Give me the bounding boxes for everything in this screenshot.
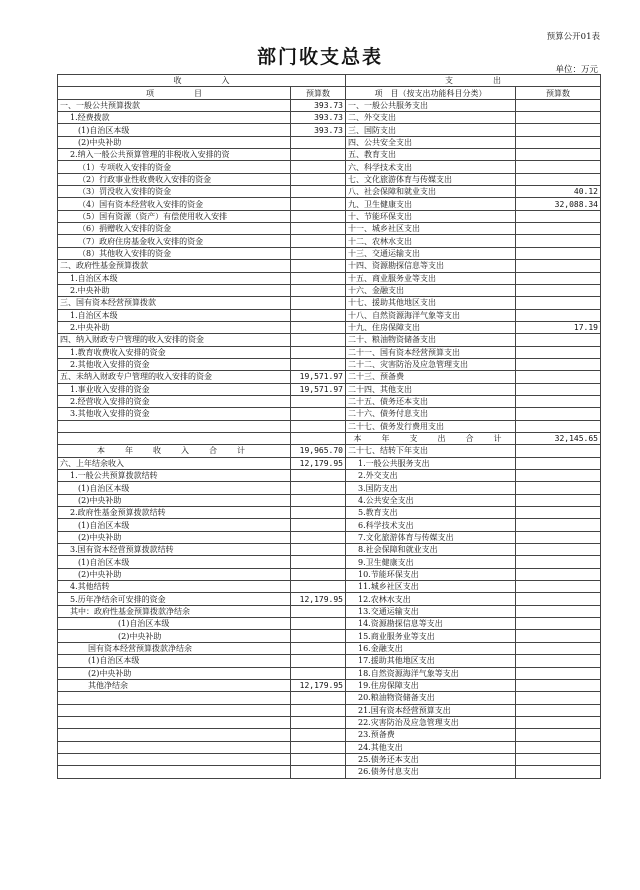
expense-item-cell: 二十六、债务付息支出 — [346, 408, 516, 420]
expense-item-cell: 1.一般公共服务支出 — [346, 457, 516, 469]
income-item-cell — [58, 716, 291, 728]
table-row — [58, 470, 601, 482]
table-row — [58, 679, 601, 691]
table-row — [58, 494, 601, 506]
income-amount-cell — [291, 210, 346, 222]
expense-item-cell: 七、文化旅游体育与传媒支出 — [346, 173, 516, 185]
table-row — [58, 112, 601, 124]
income-item-cell: 2.经营收入安排的资金 — [58, 395, 291, 407]
expense-amount-cell — [516, 173, 601, 185]
table-row — [58, 568, 601, 580]
income-item-cell — [58, 432, 291, 444]
income-item-cell: (2)中央补助 — [58, 568, 291, 580]
income-amount-cell — [291, 321, 346, 333]
income-item-cell: 1.教育收费收入安排的资金 — [58, 346, 291, 358]
expense-amount-cell — [516, 420, 601, 432]
expense-amount-cell — [516, 149, 601, 161]
income-item-cell: （3）罚没收入安排的资金 — [58, 186, 291, 198]
income-item-cell: (1)自治区本级 — [58, 124, 291, 136]
expense-item-cell: 15.商业服务业等支出 — [346, 630, 516, 642]
expense-item-cell: 六、科学技术支出 — [346, 161, 516, 173]
expense-amount-cell — [516, 223, 601, 235]
expense-amount-cell — [516, 655, 601, 667]
page-title: 部门收支总表 — [256, 46, 383, 68]
income-item-cell: 1.自治区本级 — [58, 272, 291, 284]
income-amount-cell — [291, 161, 346, 173]
table-row — [58, 371, 601, 383]
expense-item-cell: 24.其他支出 — [346, 741, 516, 753]
income-amount-cell — [291, 235, 346, 247]
income-amount-cell — [291, 482, 346, 494]
income-amount-cell: 393.73 — [291, 112, 346, 124]
table-row — [58, 716, 601, 728]
table-row — [58, 642, 601, 654]
table-row — [58, 753, 601, 765]
expense-item-cell: 11.城乡社区支出 — [346, 581, 516, 593]
table-row — [58, 630, 601, 642]
income-amount-cell: 12,179.95 — [291, 679, 346, 691]
expense-amount-cell — [516, 99, 601, 111]
expense-amount-cell — [516, 630, 601, 642]
expense-amount-cell — [516, 716, 601, 728]
expense-item-cell: 十三、交通运输支出 — [346, 247, 516, 259]
income-item-cell: (2)中央补助 — [58, 630, 291, 642]
table-row — [58, 408, 601, 420]
income-item-cell: （6）捐赠收入安排的资金 — [58, 223, 291, 235]
expense-item-cell: 2.外交支出 — [346, 470, 516, 482]
expense-item-cell: 二十七、债务发行费用支出 — [346, 420, 516, 432]
expense-item-cell: 25.债务还本支出 — [346, 753, 516, 765]
expense-amount-cell — [516, 741, 601, 753]
expense-item-cell: 12.农林水支出 — [346, 593, 516, 605]
table-row — [58, 223, 601, 235]
expense-item-header: 项 目（按支出功能科目分类） — [346, 87, 516, 99]
income-amount-cell — [291, 247, 346, 259]
income-amount-cell — [291, 284, 346, 296]
income-item-cell: 本 年 收 入 合 计 — [58, 445, 291, 457]
income-item-cell: （1）专项收入安排的资金 — [58, 161, 291, 173]
income-amount-cell — [291, 704, 346, 716]
income-amount-cell — [291, 507, 346, 519]
expense-item-cell: 19.住房保障支出 — [346, 679, 516, 691]
expense-amount-cell — [516, 408, 601, 420]
table-row — [58, 124, 601, 136]
income-item-cell: 2.中央补助 — [58, 321, 291, 333]
income-item-cell: (1)自治区本级 — [58, 618, 291, 630]
income-amount-cell — [291, 642, 346, 654]
income-amount-cell — [291, 470, 346, 482]
expense-item-cell: 本 年 支 出 合 计 — [346, 432, 516, 444]
income-item-cell: 4.其他结转 — [58, 581, 291, 593]
expense-item-cell: 十、节能环保支出 — [346, 210, 516, 222]
expense-amount-cell: 40.12 — [516, 186, 601, 198]
income-item-cell: (1)自治区本级 — [58, 519, 291, 531]
table-row — [58, 482, 601, 494]
income-amount-cell — [291, 346, 346, 358]
expense-amount-cell — [516, 642, 601, 654]
income-item-cell: (1)自治区本级 — [58, 655, 291, 667]
income-item-cell — [58, 692, 291, 704]
table-row — [58, 667, 601, 679]
table-row — [58, 544, 601, 556]
income-amount-cell — [291, 334, 346, 346]
expense-item-cell: 九、卫生健康支出 — [346, 198, 516, 210]
income-amount-cell — [291, 358, 346, 370]
table-row — [58, 210, 601, 222]
income-item-cell: 五、未纳入财政专户管理的收入安排的资金 — [58, 371, 291, 383]
table-row — [58, 618, 601, 630]
income-item-cell: 六、上年结余收入 — [58, 457, 291, 469]
table-row — [58, 161, 601, 173]
expense-amount-cell — [516, 605, 601, 617]
table-row — [58, 507, 601, 519]
table-row — [58, 186, 601, 198]
expense-item-cell: 二十二、灾害防治及应急管理支出 — [346, 358, 516, 370]
expense-item-cell: 二十三、预备费 — [346, 371, 516, 383]
income-amount-cell — [291, 519, 346, 531]
header-row-sub — [58, 87, 601, 99]
table-row — [58, 383, 601, 395]
expense-amount-cell — [516, 457, 601, 469]
income-item-cell: 1.自治区本级 — [58, 309, 291, 321]
table-row — [58, 99, 601, 111]
income-item-cell: 国有资本经营预算拨款净结余 — [58, 642, 291, 654]
table-row — [58, 766, 601, 778]
table-row — [58, 173, 601, 185]
table-row — [58, 247, 601, 259]
unit-label: 单位：万元 — [555, 65, 598, 75]
income-budget-header: 预算数 — [291, 87, 346, 99]
income-amount-cell — [291, 260, 346, 272]
income-amount-cell — [291, 531, 346, 543]
expense-item-cell: 十八、自然资源海洋气象等支出 — [346, 309, 516, 321]
expense-amount-cell — [516, 136, 601, 148]
income-item-cell: （5）国有资源（资产）有偿使用收入安排 — [58, 210, 291, 222]
expense-item-cell: 7.文化旅游体育与传媒支出 — [346, 531, 516, 543]
table-row — [58, 284, 601, 296]
table-code: 预算公开01表 — [546, 32, 600, 42]
table-row — [58, 655, 601, 667]
expense-amount-cell: 17.19 — [516, 321, 601, 333]
expense-amount-cell — [516, 507, 601, 519]
income-amount-cell — [291, 297, 346, 309]
income-amount-cell — [291, 420, 346, 432]
table-row — [58, 581, 601, 593]
income-item-cell: 3.其他收入安排的资金 — [58, 408, 291, 420]
income-item-cell: (2)中央补助 — [58, 667, 291, 679]
income-item-cell: （4）国有资本经营收入安排的资金 — [58, 198, 291, 210]
table-row — [58, 432, 601, 444]
expense-item-cell: 17.援助其他地区支出 — [346, 655, 516, 667]
income-item-cell — [58, 420, 291, 432]
expense-item-cell: 二十一、国有资本经营预算支出 — [346, 346, 516, 358]
table-row — [58, 457, 601, 469]
income-item-cell: （7）政府住房基金收入安排的资金 — [58, 235, 291, 247]
income-amount-cell — [291, 618, 346, 630]
income-amount-cell — [291, 494, 346, 506]
expense-item-cell: 五、教育支出 — [346, 149, 516, 161]
expense-item-cell: 3.国防支出 — [346, 482, 516, 494]
income-item-cell: 一、一般公共预算拨款 — [58, 99, 291, 111]
income-amount-cell — [291, 309, 346, 321]
expense-amount-cell — [516, 544, 601, 556]
income-item-cell: （2）行政事业性收费收入安排的资金 — [58, 173, 291, 185]
expense-amount-cell: 32,088.34 — [516, 198, 601, 210]
expense-item-cell: 二十七、结转下年支出 — [346, 445, 516, 457]
expense-amount-cell — [516, 395, 601, 407]
income-item-cell: 2.中央补助 — [58, 284, 291, 296]
expense-amount-cell — [516, 766, 601, 778]
expense-amount-cell — [516, 667, 601, 679]
expense-amount-cell — [516, 297, 601, 309]
expense-item-cell: 十五、商业服务业等支出 — [346, 272, 516, 284]
income-amount-cell — [291, 581, 346, 593]
income-item-cell — [58, 753, 291, 765]
income-item-cell: 1.一般公共预算拨款结转 — [58, 470, 291, 482]
table-row — [58, 334, 601, 346]
expense-item-cell: 8.社会保障和就业支出 — [346, 544, 516, 556]
expense-amount-cell — [516, 556, 601, 568]
income-item-header: 项 目 — [58, 87, 291, 99]
table-row — [58, 149, 601, 161]
expense-amount-cell — [516, 593, 601, 605]
expense-amount-cell: 32,145.65 — [516, 432, 601, 444]
expense-amount-cell — [516, 692, 601, 704]
income-item-cell: 其中：政府性基金预算拨款净结余 — [58, 605, 291, 617]
income-item-cell: (2)中央补助 — [58, 531, 291, 543]
expense-item-cell: 十六、金融支出 — [346, 284, 516, 296]
income-amount-cell — [291, 766, 346, 778]
expense-amount-cell — [516, 581, 601, 593]
table-row — [58, 346, 601, 358]
expense-item-cell: 9.卫生健康支出 — [346, 556, 516, 568]
expense-item-cell: 一、一般公共服务支出 — [346, 99, 516, 111]
expense-item-cell: 4.公共安全支出 — [346, 494, 516, 506]
income-amount-cell — [291, 667, 346, 679]
income-item-cell: 3.国有资本经营预算拨款结转 — [58, 544, 291, 556]
expense-item-cell: 二十、粮油物资储备支出 — [346, 334, 516, 346]
income-item-cell — [58, 729, 291, 741]
expense-amount-cell — [516, 729, 601, 741]
expense-item-cell: 18.自然资源海洋气象等支出 — [346, 667, 516, 679]
income-item-cell: 2.纳入一般公共预算管理的非税收入安排的资 — [58, 149, 291, 161]
expense-item-cell: 16.金融支出 — [346, 642, 516, 654]
expense-amount-cell — [516, 112, 601, 124]
expense-amount-cell — [516, 358, 601, 370]
table-row — [58, 420, 601, 432]
expense-amount-cell — [516, 124, 601, 136]
income-amount-cell — [291, 630, 346, 642]
income-amount-cell: 19,571.97 — [291, 383, 346, 395]
income-item-cell: 1.经费拨款 — [58, 112, 291, 124]
income-amount-cell: 393.73 — [291, 124, 346, 136]
expense-amount-cell — [516, 346, 601, 358]
expense-amount-cell — [516, 494, 601, 506]
income-amount-cell — [291, 692, 346, 704]
income-item-cell: (2)中央补助 — [58, 136, 291, 148]
expense-item-cell: 20.粮油物资储备支出 — [346, 692, 516, 704]
expense-amount-cell — [516, 272, 601, 284]
expense-item-cell: 23.预备费 — [346, 729, 516, 741]
expense-item-cell: 10.节能环保支出 — [346, 568, 516, 580]
income-item-cell: (2)中央补助 — [58, 494, 291, 506]
expense-header: 支 出 — [346, 75, 601, 87]
income-item-cell: 2.其他收入安排的资金 — [58, 358, 291, 370]
income-item-cell — [58, 741, 291, 753]
table-row — [58, 321, 601, 333]
income-amount-cell — [291, 655, 346, 667]
expense-amount-cell — [516, 235, 601, 247]
expense-item-cell: 十九、住房保障支出 — [346, 321, 516, 333]
income-amount-cell — [291, 568, 346, 580]
expense-item-cell: 十二、农林水支出 — [346, 235, 516, 247]
expense-amount-cell — [516, 161, 601, 173]
income-amount-cell — [291, 556, 346, 568]
income-amount-cell — [291, 223, 346, 235]
income-amount-cell — [291, 753, 346, 765]
income-amount-cell: 19,965.70 — [291, 445, 346, 457]
income-amount-cell — [291, 136, 346, 148]
table-row — [58, 235, 601, 247]
table-row — [58, 445, 601, 457]
income-item-cell: 其他净结余 — [58, 679, 291, 691]
income-amount-cell: 12,179.95 — [291, 593, 346, 605]
expense-item-cell: 三、国防支出 — [346, 124, 516, 136]
income-item-cell: 二、政府性基金预算拨款 — [58, 260, 291, 272]
income-amount-cell — [291, 741, 346, 753]
expense-amount-cell — [516, 519, 601, 531]
income-amount-cell — [291, 186, 346, 198]
expense-amount-cell — [516, 309, 601, 321]
income-header: 收 入 — [58, 75, 346, 87]
income-item-cell: 四、纳入财政专户管理的收入安排的资金 — [58, 334, 291, 346]
table-row — [58, 692, 601, 704]
table-row — [58, 260, 601, 272]
expense-amount-cell — [516, 371, 601, 383]
table-row — [58, 704, 601, 716]
header-row-main — [58, 75, 601, 87]
table-row — [58, 309, 601, 321]
income-amount-cell — [291, 408, 346, 420]
expense-budget-header: 预算数 — [516, 87, 601, 99]
table-row — [58, 556, 601, 568]
income-amount-cell — [291, 716, 346, 728]
expense-item-cell: 26.债务付息支出 — [346, 766, 516, 778]
income-item-cell: 三、国有资本经营预算拨款 — [58, 297, 291, 309]
table-row — [58, 729, 601, 741]
expense-item-cell: 5.教育支出 — [346, 507, 516, 519]
expense-item-cell: 二、外交支出 — [346, 112, 516, 124]
income-item-cell: (1)自治区本级 — [58, 482, 291, 494]
income-amount-cell: 12,179.95 — [291, 457, 346, 469]
table-row — [58, 531, 601, 543]
expense-amount-cell — [516, 531, 601, 543]
table-row — [58, 519, 601, 531]
income-item-cell: （8）其他收入安排的资金 — [58, 247, 291, 259]
income-item-cell: 2.政府性基金预算拨款结转 — [58, 507, 291, 519]
income-amount-cell — [291, 198, 346, 210]
expense-item-cell: 13.交通运输支出 — [346, 605, 516, 617]
income-amount-cell: 393.73 — [291, 99, 346, 111]
income-amount-cell — [291, 272, 346, 284]
expense-item-cell: 二十四、其他支出 — [346, 383, 516, 395]
expense-amount-cell — [516, 568, 601, 580]
income-item-cell: (1)自治区本级 — [58, 556, 291, 568]
expense-amount-cell — [516, 679, 601, 691]
table-row — [58, 605, 601, 617]
expense-amount-cell — [516, 334, 601, 346]
expense-item-cell: 十七、援助其他地区支出 — [346, 297, 516, 309]
expense-item-cell: 十一、城乡社区支出 — [346, 223, 516, 235]
expense-amount-cell — [516, 704, 601, 716]
expense-item-cell: 八、社会保障和就业支出 — [346, 186, 516, 198]
expense-item-cell: 四、公共安全支出 — [346, 136, 516, 148]
income-amount-cell — [291, 173, 346, 185]
income-amount-cell: 19,571.97 — [291, 371, 346, 383]
expense-item-cell: 十四、资源勘探信息等支出 — [346, 260, 516, 272]
income-amount-cell — [291, 149, 346, 161]
expense-amount-cell — [516, 210, 601, 222]
budget-table-body — [58, 75, 601, 779]
expense-amount-cell — [516, 383, 601, 395]
table-row — [58, 358, 601, 370]
income-item-cell: 5.历年净结余可安排的资金 — [58, 593, 291, 605]
income-item-cell — [58, 704, 291, 716]
expense-item-cell: 21.国有资本经营预算支出 — [346, 704, 516, 716]
expense-item-cell: 二十五、债务还本支出 — [346, 395, 516, 407]
expense-amount-cell — [516, 753, 601, 765]
table-row — [58, 593, 601, 605]
expense-amount-cell — [516, 247, 601, 259]
expense-item-cell: 6.科学技术支出 — [346, 519, 516, 531]
expense-item-cell: 22.灾害防治及应急管理支出 — [346, 716, 516, 728]
expense-amount-cell — [516, 470, 601, 482]
income-item-cell: 1.事业收入安排的资金 — [58, 383, 291, 395]
income-amount-cell — [291, 432, 346, 444]
income-item-cell — [58, 766, 291, 778]
expense-amount-cell — [516, 445, 601, 457]
table-row — [58, 297, 601, 309]
table-row — [58, 395, 601, 407]
expense-amount-cell — [516, 618, 601, 630]
income-amount-cell — [291, 605, 346, 617]
budget-table — [57, 74, 601, 779]
table-row — [58, 741, 601, 753]
income-amount-cell — [291, 729, 346, 741]
table-row — [58, 198, 601, 210]
expense-amount-cell — [516, 260, 601, 272]
income-amount-cell — [291, 395, 346, 407]
table-row — [58, 272, 601, 284]
table-row — [58, 136, 601, 148]
expense-amount-cell — [516, 284, 601, 296]
income-amount-cell — [291, 544, 346, 556]
expense-amount-cell — [516, 482, 601, 494]
expense-item-cell: 14.资源勘探信息等支出 — [346, 618, 516, 630]
